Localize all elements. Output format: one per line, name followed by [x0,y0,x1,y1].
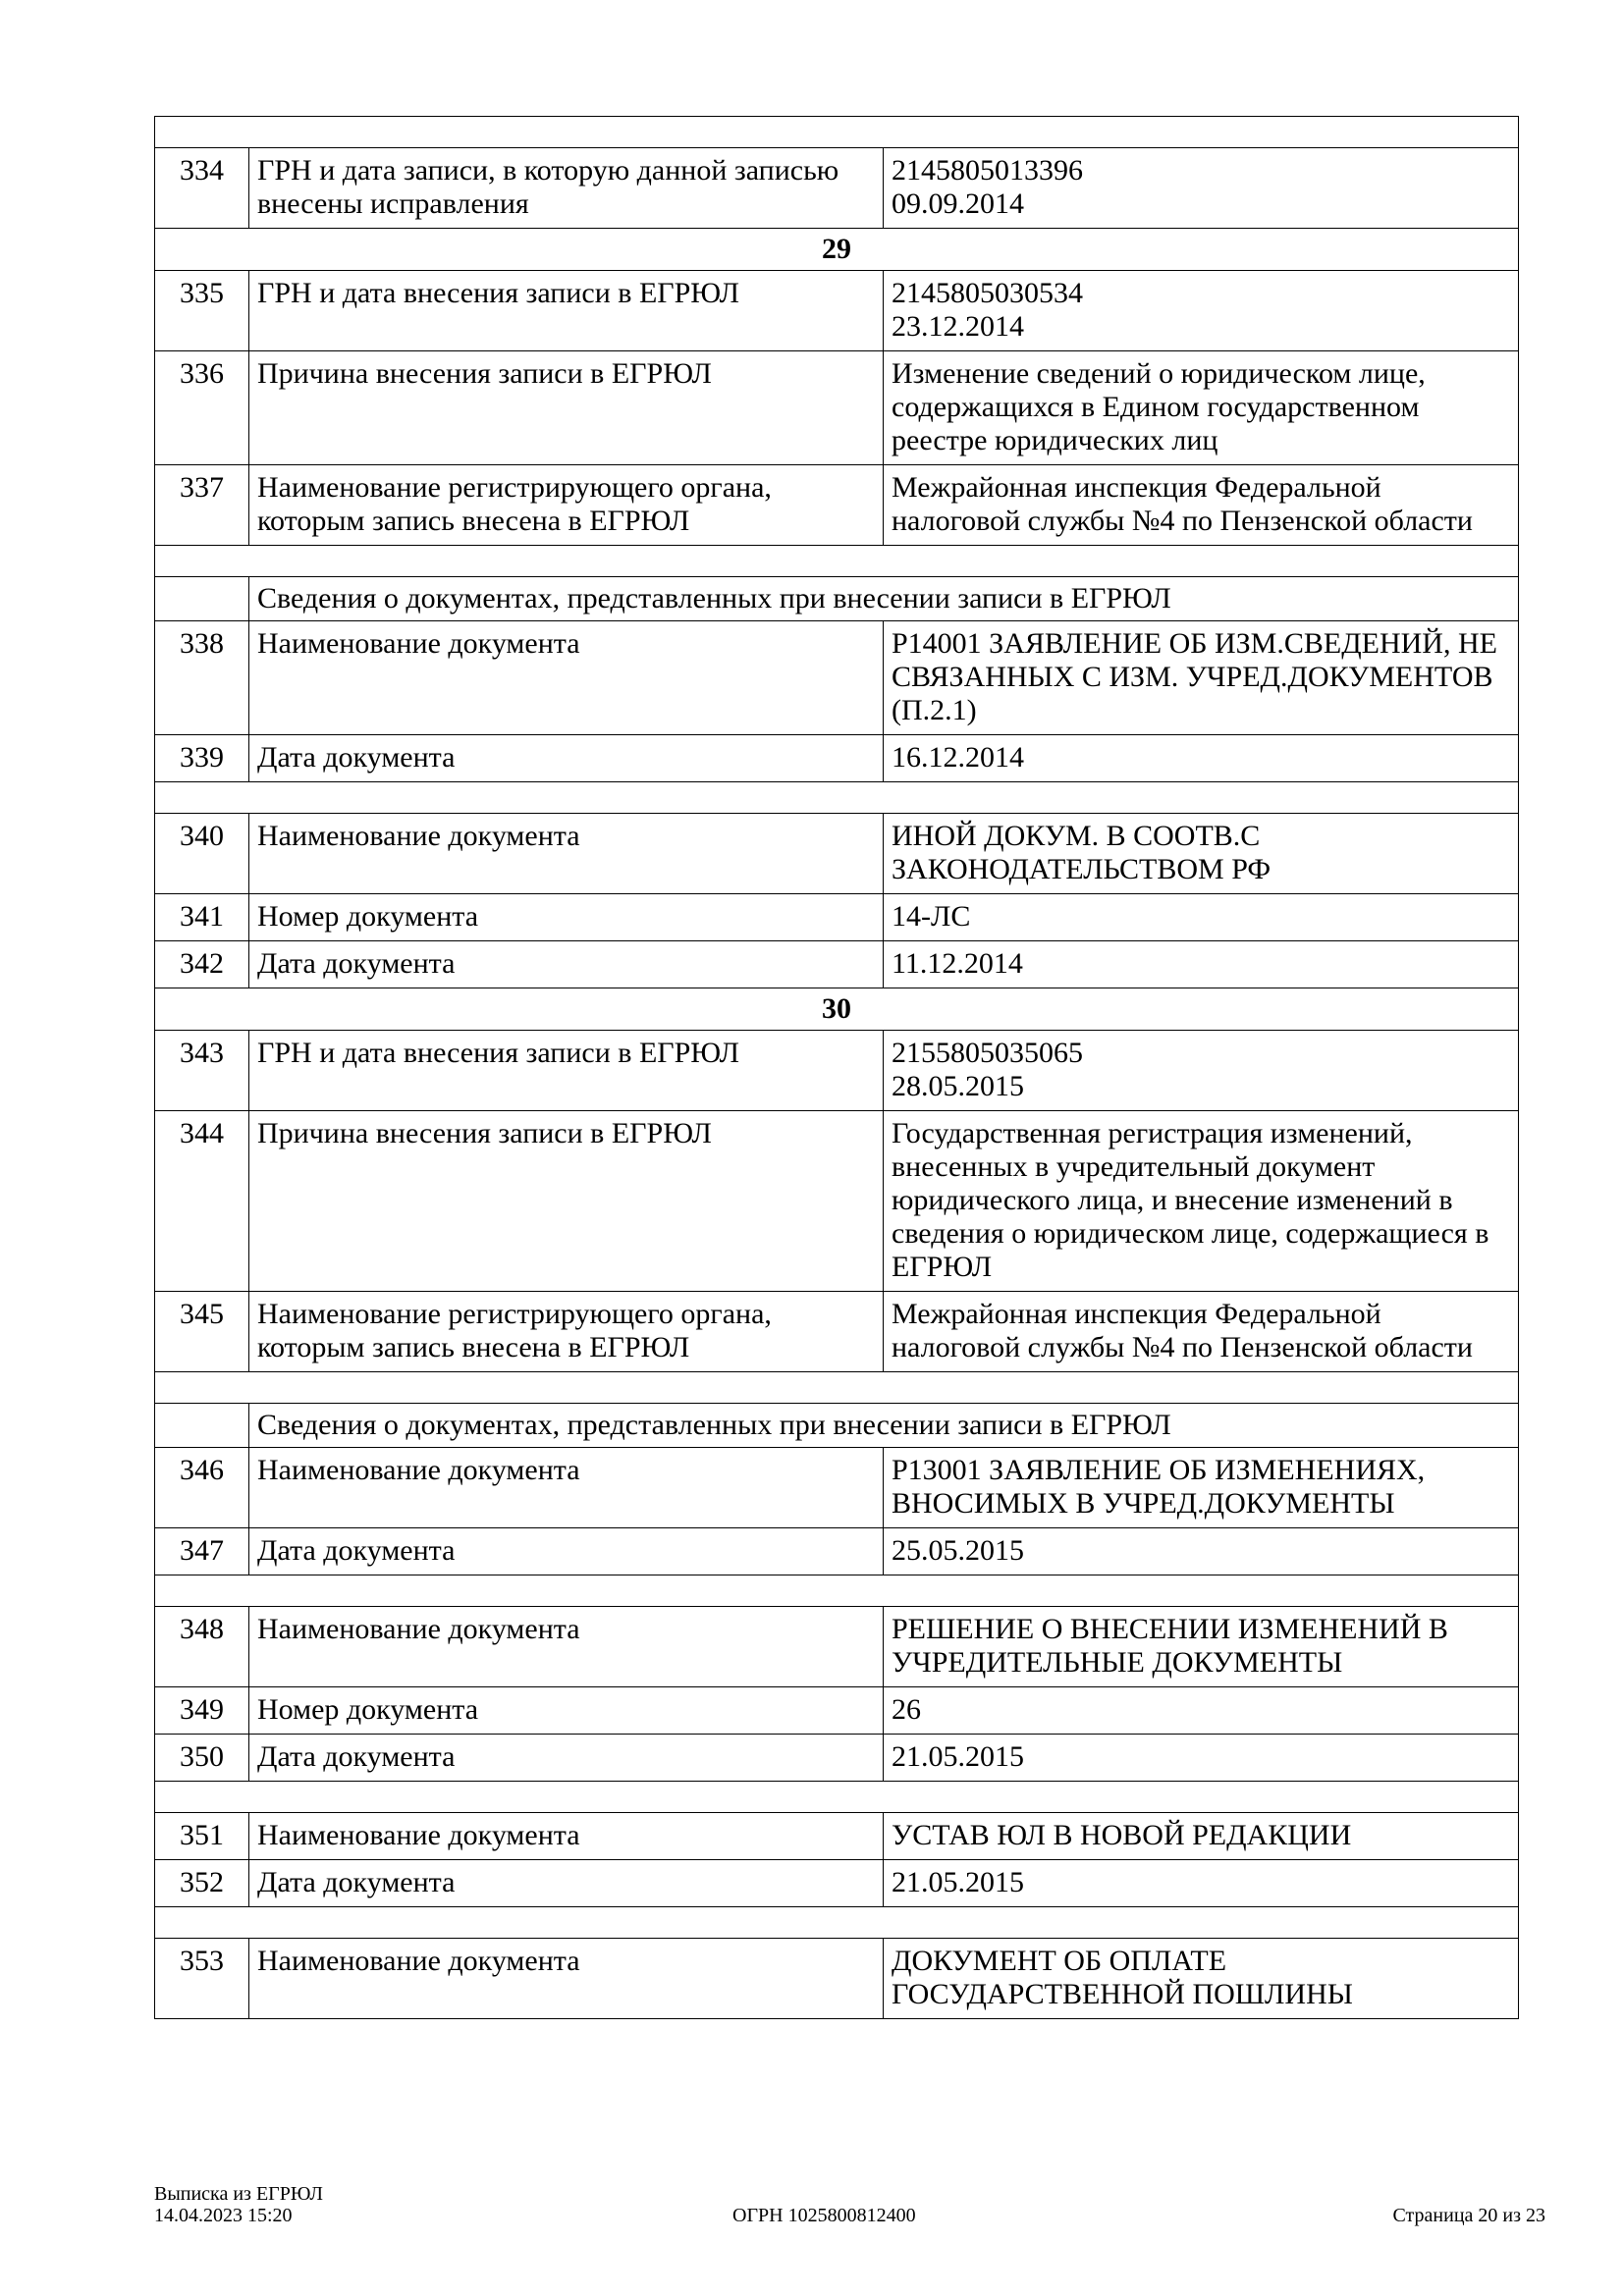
field-value: Р13001 ЗАЯВЛЕНИЕ ОБ ИЗМЕНЕНИЯХ, ВНОСИМЫХ В УЧРЕД.ДОКУМЕНТЫ [884,1448,1519,1528]
field-value: 26 [884,1687,1519,1735]
blank-cell [155,1575,1519,1607]
blank-row [155,782,1519,814]
table-row [155,271,1519,351]
blank-row [155,117,1519,148]
field-value: ИНОЙ ДОКУМ. В СООТВ.С ЗАКОНОДАТЕЛЬСТВОМ РФ [884,814,1519,894]
row-number: 334 [155,148,249,229]
row-number: 336 [155,351,249,465]
field-value: 21.05.2015 [884,1735,1519,1782]
table-row [155,941,1519,988]
row-number: 343 [155,1031,249,1111]
field-name: Наименование документа [249,1607,884,1687]
row-number: 353 [155,1939,249,2019]
egrul-table-body [155,117,1519,2019]
footer-ogrn: ОГРН 1025800812400 [732,2205,916,2226]
row-number: 340 [155,814,249,894]
table-row [155,894,1519,941]
subheader-title: Сведения о документах, представленных при внесении записи в ЕГРЮЛ [249,1404,1519,1448]
field-value: 25.05.2015 [884,1528,1519,1575]
row-number: 337 [155,465,249,546]
row-number: 348 [155,1607,249,1687]
field-name: Наименование документа [249,1813,884,1860]
field-value: Государственная регистрация изменений, внесенных в учредительный документ юридического лица, и внесение изменений в сведения о юридическом лице, содержащиеся в ЕГРЮЛ [884,1111,1519,1292]
field-name: ГРН и дата записи, в которую данной записью внесены исправления [249,148,884,229]
field-value: УСТАВ ЮЛ В НОВОЙ РЕДАКЦИИ [884,1813,1519,1860]
documents-subheader-row [155,577,1519,621]
section-number: 30 [155,988,1519,1031]
footer-page-number: Страница 20 из 23 [1392,2205,1545,2226]
field-name: Наименование регистрирующего органа, которым запись внесена в ЕГРЮЛ [249,465,884,546]
field-name: Дата документа [249,1860,884,1907]
field-name: Причина внесения записи в ЕГРЮЛ [249,351,884,465]
table-row [155,814,1519,894]
row-number: 335 [155,271,249,351]
field-name: Наименование документа [249,1448,884,1528]
row-number: 338 [155,621,249,735]
blank-row [155,1907,1519,1939]
row-number: 351 [155,1813,249,1860]
row-number: 344 [155,1111,249,1292]
blank-row [155,1372,1519,1404]
table-row [155,621,1519,735]
blank-cell [155,782,1519,814]
field-name: Наименование документа [249,1939,884,2019]
table-row [155,1687,1519,1735]
section-number: 29 [155,229,1519,271]
blank-cell [155,1782,1519,1813]
blank-row [155,1575,1519,1607]
row-number: 349 [155,1687,249,1735]
field-name: Дата документа [249,735,884,782]
field-value: Межрайонная инспекция Федеральной налоговой службы №4 по Пензенской области [884,1292,1519,1372]
field-name: Номер документа [249,894,884,941]
table-row [155,1939,1519,2019]
field-name: Номер документа [249,1687,884,1735]
field-name: ГРН и дата внесения записи в ЕГРЮЛ [249,271,884,351]
blank-cell [155,1907,1519,1939]
table-row [155,1607,1519,1687]
table-row [155,1860,1519,1907]
field-name: Наименование документа [249,621,884,735]
row-number: 342 [155,941,249,988]
table-row [155,1813,1519,1860]
field-name: Наименование документа [249,814,884,894]
field-name: Причина внесения записи в ЕГРЮЛ [249,1111,884,1292]
table-row [155,1528,1519,1575]
field-value: 14-ЛС [884,894,1519,941]
footer-doc-title: Выписка из ЕГРЮЛ [154,2183,323,2205]
blank-row [155,546,1519,577]
field-value: РЕШЕНИЕ О ВНЕСЕНИИ ИЗМЕНЕНИЙ В УЧРЕДИТЕЛЬНЫЕ ДОКУМЕНТЫ [884,1607,1519,1687]
table-row [155,1031,1519,1111]
blank-row [155,1782,1519,1813]
section-header-row [155,988,1519,1031]
row-number: 339 [155,735,249,782]
field-value: Р14001 ЗАЯВЛЕНИЕ ОБ ИЗМ.СВЕДЕНИЙ, НЕ СВЯЗАННЫХ С ИЗМ. УЧРЕД.ДОКУМЕНТОВ (П.2.1) [884,621,1519,735]
subheader-empty-cell [155,577,249,621]
row-number: 341 [155,894,249,941]
subheader-title: Сведения о документах, представленных при внесении записи в ЕГРЮЛ [249,577,1519,621]
field-value: 16.12.2014 [884,735,1519,782]
table-row [155,1292,1519,1372]
field-name: Дата документа [249,1528,884,1575]
blank-cell [155,546,1519,577]
field-value: 21.05.2015 [884,1860,1519,1907]
field-value: Изменение сведений о юридическом лице, содержащихся в Едином государственном реестре юридических лиц [884,351,1519,465]
field-name: Дата документа [249,1735,884,1782]
field-value: 2145805030534 23.12.2014 [884,271,1519,351]
row-number: 352 [155,1860,249,1907]
row-number: 350 [155,1735,249,1782]
blank-cell [155,1372,1519,1404]
table-row [155,1448,1519,1528]
blank-cell [155,117,1519,148]
field-value: 2145805013396 09.09.2014 [884,148,1519,229]
table-row [155,148,1519,229]
row-number: 346 [155,1448,249,1528]
table-row [155,465,1519,546]
section-header-row [155,229,1519,271]
table-row [155,1111,1519,1292]
field-value: 11.12.2014 [884,941,1519,988]
field-name: Наименование регистрирующего органа, которым запись внесена в ЕГРЮЛ [249,1292,884,1372]
egrul-table [154,116,1519,2019]
subheader-empty-cell [155,1404,249,1448]
field-name: ГРН и дата внесения записи в ЕГРЮЛ [249,1031,884,1111]
table-row [155,1735,1519,1782]
field-value: Межрайонная инспекция Федеральной налоговой службы №4 по Пензенской области [884,465,1519,546]
documents-subheader-row [155,1404,1519,1448]
field-value: ДОКУМЕНТ ОБ ОПЛАТЕ ГОСУДАРСТВЕННОЙ ПОШЛИНЫ [884,1939,1519,2019]
footer-datetime: 14.04.2023 15:20 [154,2205,293,2226]
table-row [155,351,1519,465]
field-value: 2155805035065 28.05.2015 [884,1031,1519,1111]
table-row [155,735,1519,782]
footer-left [154,2183,323,2226]
field-name: Дата документа [249,941,884,988]
row-number: 345 [155,1292,249,1372]
row-number: 347 [155,1528,249,1575]
